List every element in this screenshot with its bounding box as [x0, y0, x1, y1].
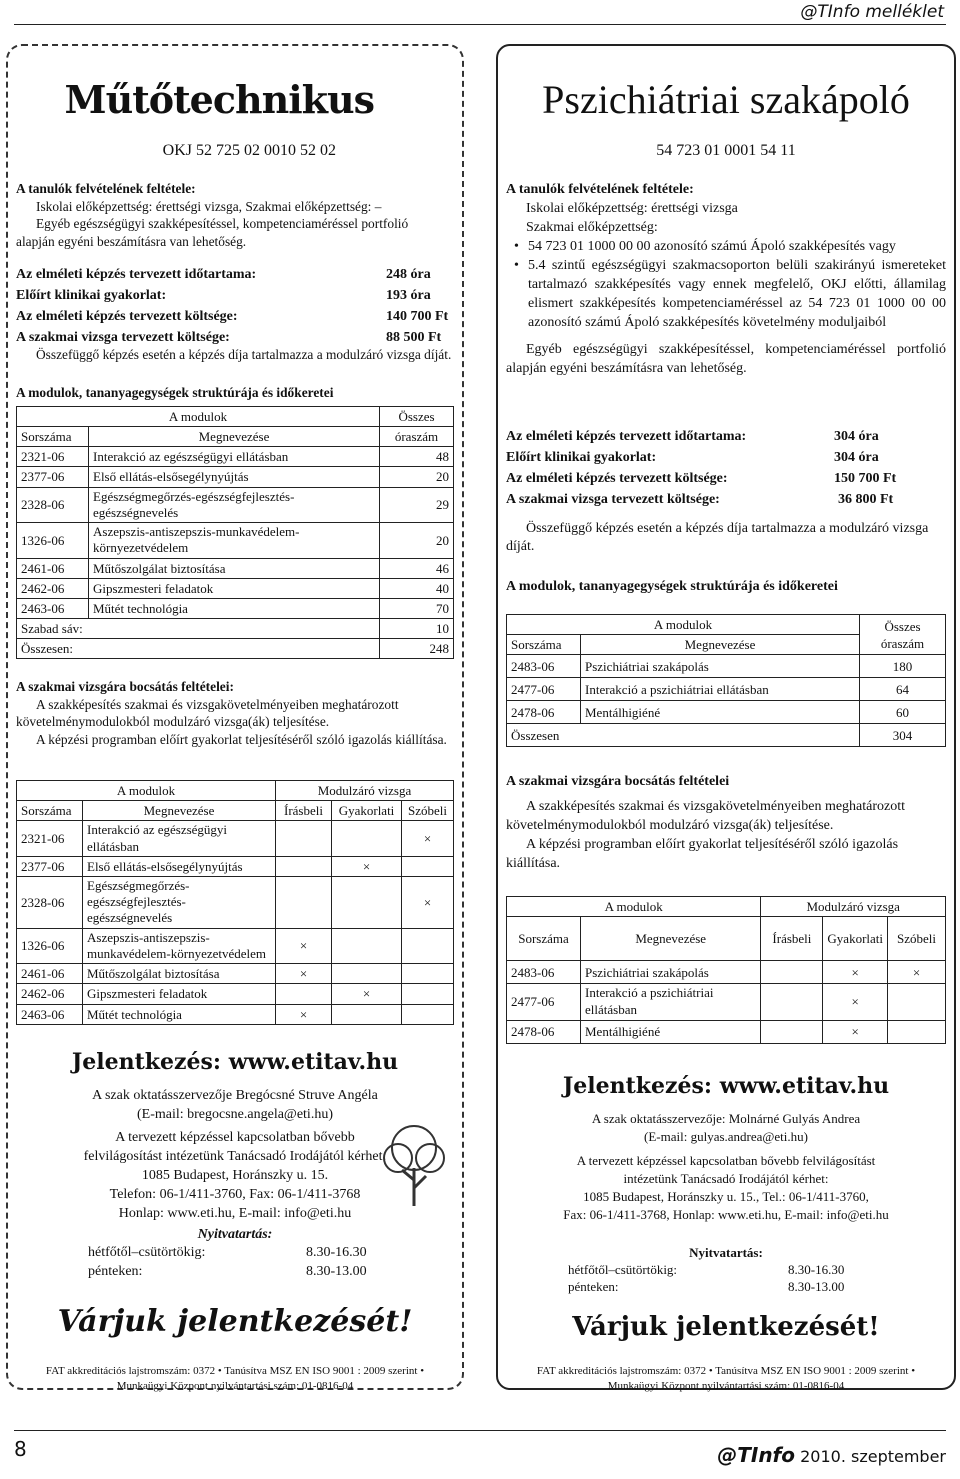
fact-label: Az elméleti képzés tervezett időtartama: [506, 429, 747, 444]
fact-value: 140 700 Ft [386, 309, 449, 324]
fact-label: Előírt klinikai gyakorlat: [16, 288, 167, 303]
th-megnev: Megnevezése [581, 635, 860, 655]
table-row: 2462-06 Gipszmesteri feladatok × [17, 984, 454, 1004]
right-contact1: A szak oktatásszervezője: Molnárné Gulyás Andrea [591, 1111, 861, 1126]
right-foot2: Munkaügyi Központ nyilvántartási szám: 01-0816-04 [607, 1379, 845, 1392]
right-contact6: Fax: 06-1/411-3768, Honlap: www.eti.hu, E-mail: info@eti.hu [563, 1207, 889, 1222]
left-jelentkezes: Jelentkezés: www.etitav.hu [71, 1049, 399, 1075]
table-row: 2477-06 Interakció a pszichiátriai ellátásban × [507, 984, 946, 1021]
th-osszes: Összes óraszám [860, 615, 946, 655]
ny-label: pénteken: [88, 1263, 143, 1279]
left-contact2: (E-mail: bregocsne.angela@eti.hu) [137, 1107, 333, 1122]
ny-value: 8.30-16.30 [306, 1245, 367, 1261]
table-row: 2483-06 Pszichiátriai szakápolás 180 [507, 655, 946, 678]
fact-label: Előírt klinikai gyakorlat: [506, 450, 657, 465]
th-gyakorlati: Gyakorlati [332, 801, 402, 821]
th-sorszam: Sorszáma [507, 917, 581, 961]
right-contact3: A tervezett képzéssel kapcsolatban bővebb felvilágosítást [576, 1153, 876, 1168]
fact-value: 88 500 Ft [386, 330, 442, 345]
list-item: • 5.4 szintű egészségügyi szakmacsoporton belüli szakirányú ismereteket tartalmazó szakképesítés vagy ennek megfelelő, OKJ előtti, államilag elismert szakképesítés kompetenciaméréssel az 54 723 01 1000 00 00 azonosító számú Ápoló szakképesítés követelmény moduljaiból [506, 256, 946, 332]
right-req2: Szakmai előképzettség: [526, 220, 658, 235]
right-req1: Iskolai előképzettség: érettségi vizsga [526, 201, 738, 216]
th-szobeli: Szóbeli [888, 917, 946, 961]
left-req3: alapján egyéni beszámításra van lehetőség. [16, 234, 247, 250]
th-gyakorlati: Gyakorlati [823, 917, 888, 961]
left-exam-table [16, 780, 454, 1025]
right-vizsga1: A szakképesítés szakmai és vizsgakövetelményeiben meghatározott követelménymodulokból modulzáró vizsga(ák) teljesítése. [506, 799, 906, 833]
right-exam-table [506, 896, 946, 1044]
th-megnev: Megnevezése [89, 427, 380, 447]
right-vizsga-head: A szakmai vizsgára bocsátás feltételei [506, 774, 730, 789]
table-row: 2463-06 Műtét technológia × [17, 1004, 454, 1024]
left-mod-head: A modulok, tananyagegységek struktúrája és időkeretei [16, 385, 334, 400]
right-foot1: FAT akkreditációs lajstromszám: 0372 • Tanúsítva MSZ EN ISO 9001 : 2009 szerint • [536, 1365, 916, 1377]
th-modulok: A modulok [507, 615, 860, 635]
table-row: 2463-06 Műtét technológia 70 [17, 598, 454, 618]
left-okj: OKJ 52 725 02 0010 52 02 [162, 142, 336, 159]
left-vizsga-head: A szakmai vizsgára bocsátás feltételei: [16, 679, 234, 694]
th-modulok: A modulok [17, 781, 276, 801]
right-column [496, 44, 956, 1390]
th-sorszam: Sorszáma [507, 635, 581, 655]
fact-value: 304 óra [834, 429, 879, 444]
right-contact4: intézetünk Tanácsadó Irodájától kérhet: [623, 1171, 829, 1186]
right-req-list [506, 237, 946, 332]
footer-date: 2010. szeptember [800, 1447, 946, 1466]
right-facts [506, 426, 946, 510]
ny-value: 8.30-13.00 [788, 1279, 845, 1295]
fact-label: Az elméleti képzés tervezett időtartama: [16, 267, 257, 282]
table-row: Összesen 304 [507, 724, 946, 747]
left-req2: Egyéb egészségügyi szakképesítéssel, kompetenciaméréssel portfolió [36, 216, 409, 232]
right-title: Pszichiátriai szakápoló [542, 77, 910, 122]
left-contact3: A tervezett képzéssel kapcsolatban bővebb [115, 1130, 355, 1145]
page-footer [0, 1412, 960, 1479]
ny-label: hétfőtől–csütörtökig: [568, 1262, 678, 1278]
fact-value: 248 óra [386, 267, 431, 282]
table-row: 2478-06 Mentálhigiéné × [507, 1020, 946, 1043]
fact-label: A szakmai vizsga tervezett költsége: [506, 492, 720, 507]
fact-value: 304 óra [834, 450, 879, 465]
left-foot2: Munkaügyi Központ nyilvántartási szám: 01-0816-04 [116, 1379, 354, 1392]
table-row: 2462-06 Gipszmesteri feladatok 40 [17, 578, 454, 598]
ny-value: 8.30-16.30 [788, 1262, 845, 1278]
th-irasbeli: Írásbeli [761, 917, 823, 961]
table-row: 2328-06 Egészségmegőrzés-egészségfejlesztés-egészségnevelés × [17, 876, 454, 928]
header-rule [14, 24, 946, 25]
table-row: 2377-06 Első ellátás-elsősegélynyújtás × [17, 856, 454, 876]
th-megnev: Megnevezése [581, 917, 761, 961]
th-osszes: Összes [380, 407, 454, 427]
footer-brand-date [717, 1442, 946, 1468]
left-req-head: A tanulók felvételének feltétele: [16, 181, 196, 196]
table-row: 2477-06 Interakció a pszichiátriai ellátásban 64 [507, 678, 946, 701]
page-number: 8 [14, 1437, 27, 1461]
th-megnev: Megnevezése [83, 801, 276, 821]
left-module-table [16, 406, 454, 659]
table-row: 2461-06 Műtőszolgálat biztosítása 46 [17, 558, 454, 578]
right-contact2: (E-mail: gulyas.andrea@eti.hu) [644, 1129, 808, 1144]
left-contact6: Telefon: 06-1/411-3760, Fax: 06-1/411-3768 [109, 1187, 361, 1202]
th-modulzaro: Modulzáró vizsga [276, 781, 454, 801]
table-row: 1326-06 Aszepszis-antiszepszis-munkavédelem-környezetvédelem 20 [17, 523, 454, 559]
right-jelentkezes: Jelentkezés: www.etitav.hu [562, 1073, 890, 1099]
th-szobeli: Szóbeli [402, 801, 454, 821]
th-irasbeli: Írásbeli [276, 801, 332, 821]
left-contact4: felvilágosítást intézetünk Tanácsadó Irodájától kérhet: [83, 1149, 387, 1164]
table-row: 2328-06 Egészségmegőrzés-egészségfejlesztés-egészségnevelés 29 [17, 487, 454, 523]
ny-label: pénteken: [568, 1279, 619, 1295]
fact-value: 193 óra [386, 288, 431, 303]
right-ny-head: Nyitvatartás: [689, 1245, 763, 1260]
left-varjuk: Várjuk jelentkezését! [57, 1304, 413, 1339]
table-row: 1326-06 Aszepszis-antiszepszis-munkavédelem-környezetvédelem × [17, 928, 454, 964]
table-row: 2461-06 Műtőszolgálat biztosítása × [17, 964, 454, 984]
left-column [6, 44, 464, 1390]
fact-label: A szakmai vizsga tervezett költsége: [16, 330, 230, 345]
left-vizsga2: A képzési programban előírt gyakorlat teljesítéséről szóló igazolás kiállítása. [36, 732, 447, 748]
footer-rule [14, 1430, 946, 1431]
table-row: Összesen: 248 [17, 639, 454, 659]
table-row: 2483-06 Pszichiátriai szakápolás × × [507, 961, 946, 984]
right-varjuk: Várjuk jelentkezését! [572, 1312, 880, 1342]
fact-label: Az elméleti képzés tervezett költsége: [16, 309, 238, 324]
th-oraszam: óraszám [380, 427, 454, 447]
fact-value: 36 800 Ft [838, 492, 894, 507]
th-modulok: A modulok [17, 407, 380, 427]
th-sorszam: Sorszáma [17, 801, 83, 821]
right-req-head: A tanulók felvételének feltétele: [506, 182, 694, 197]
left-ny-head: Nyitvatartás: [197, 1227, 273, 1242]
right-contact5: 1085 Budapest, Horánszky u. 15., Tel.: 06-1/411-3760, [583, 1189, 869, 1204]
left-facts [16, 264, 454, 348]
left-note: Összefüggő képzés esetén a képzés díja tartalmazza a modulzáró vizsga díját. [36, 347, 452, 362]
list-item: • 54 723 01 1000 00 00 azonosító számú Ápoló szakképesítés vagy [506, 237, 946, 256]
th-modulzaro: Modulzáró vizsga [761, 897, 946, 917]
table-row: 2321-06 Interakció az egészségügyi ellátásban × [17, 821, 454, 857]
th-sorszam: Sorszáma [17, 427, 89, 447]
fact-label: Az elméleti képzés tervezett költsége: [506, 471, 728, 486]
right-okj: 54 723 01 0001 54 11 [656, 142, 796, 159]
page-header [0, 0, 960, 24]
left-vizsga1: A szakképesítés szakmai és vizsgakövetelményeiben meghatározott követelménymodulokból modulzáró vizsga(ák) teljesítése. [16, 696, 399, 730]
table-row: Szabad sáv: 10 [17, 619, 454, 639]
ny-label: hétfőtől–csütörtökig: [88, 1245, 206, 1261]
header-brand: @TInfo melléklet [800, 2, 944, 22]
footer-brand: @TInfo [717, 1443, 795, 1467]
left-title: Műtőtechnikus [64, 77, 374, 122]
tree-logo [372, 1118, 456, 1210]
left-foot1: FAT akkreditációs lajstromszám: 0372 • Tanúsítva MSZ EN ISO 9001 : 2009 szerint • [45, 1365, 425, 1377]
fact-value: 150 700 Ft [834, 471, 897, 486]
table-row: 2377-06 Első ellátás-elsősegélynyújtás 20 [17, 467, 454, 487]
table-row: 2321-06 Interakció az egészségügyi ellátásban 48 [17, 447, 454, 467]
ny-value: 8.30-13.00 [306, 1263, 367, 1279]
left-req1: Iskolai előképzettség: érettségi vizsga, Szakmai előképzettség: – [36, 198, 382, 214]
right-mod-head: A modulok, tananyagegységek struktúrája és időkeretei [506, 579, 838, 594]
left-contact1: A szak oktatásszervezője Bregócsné Struve Angéla [92, 1088, 378, 1103]
th-modulok: A modulok [507, 897, 761, 917]
table-row: 2478-06 Mentálhigiéné 60 [507, 701, 946, 724]
right-vizsga2: A képzési programban előírt gyakorlat teljesítéséről szóló igazolás kiállítása. [506, 837, 899, 871]
left-contact7: Honlap: www.eti.hu, E-mail: info@eti.hu [118, 1206, 352, 1221]
right-req3: Egyéb egészségügyi szakképesítéssel, kompetenciaméréssel portfolió alapján egyéni beszámításra van lehetőség. [506, 342, 946, 376]
right-note: Összefüggő képzés esetén a képzés díja tartalmazza a modulzáró vizsga díját. [506, 521, 929, 555]
right-module-table [506, 614, 946, 747]
left-contact5: 1085 Budapest, Horánszky u. 15. [141, 1168, 329, 1183]
